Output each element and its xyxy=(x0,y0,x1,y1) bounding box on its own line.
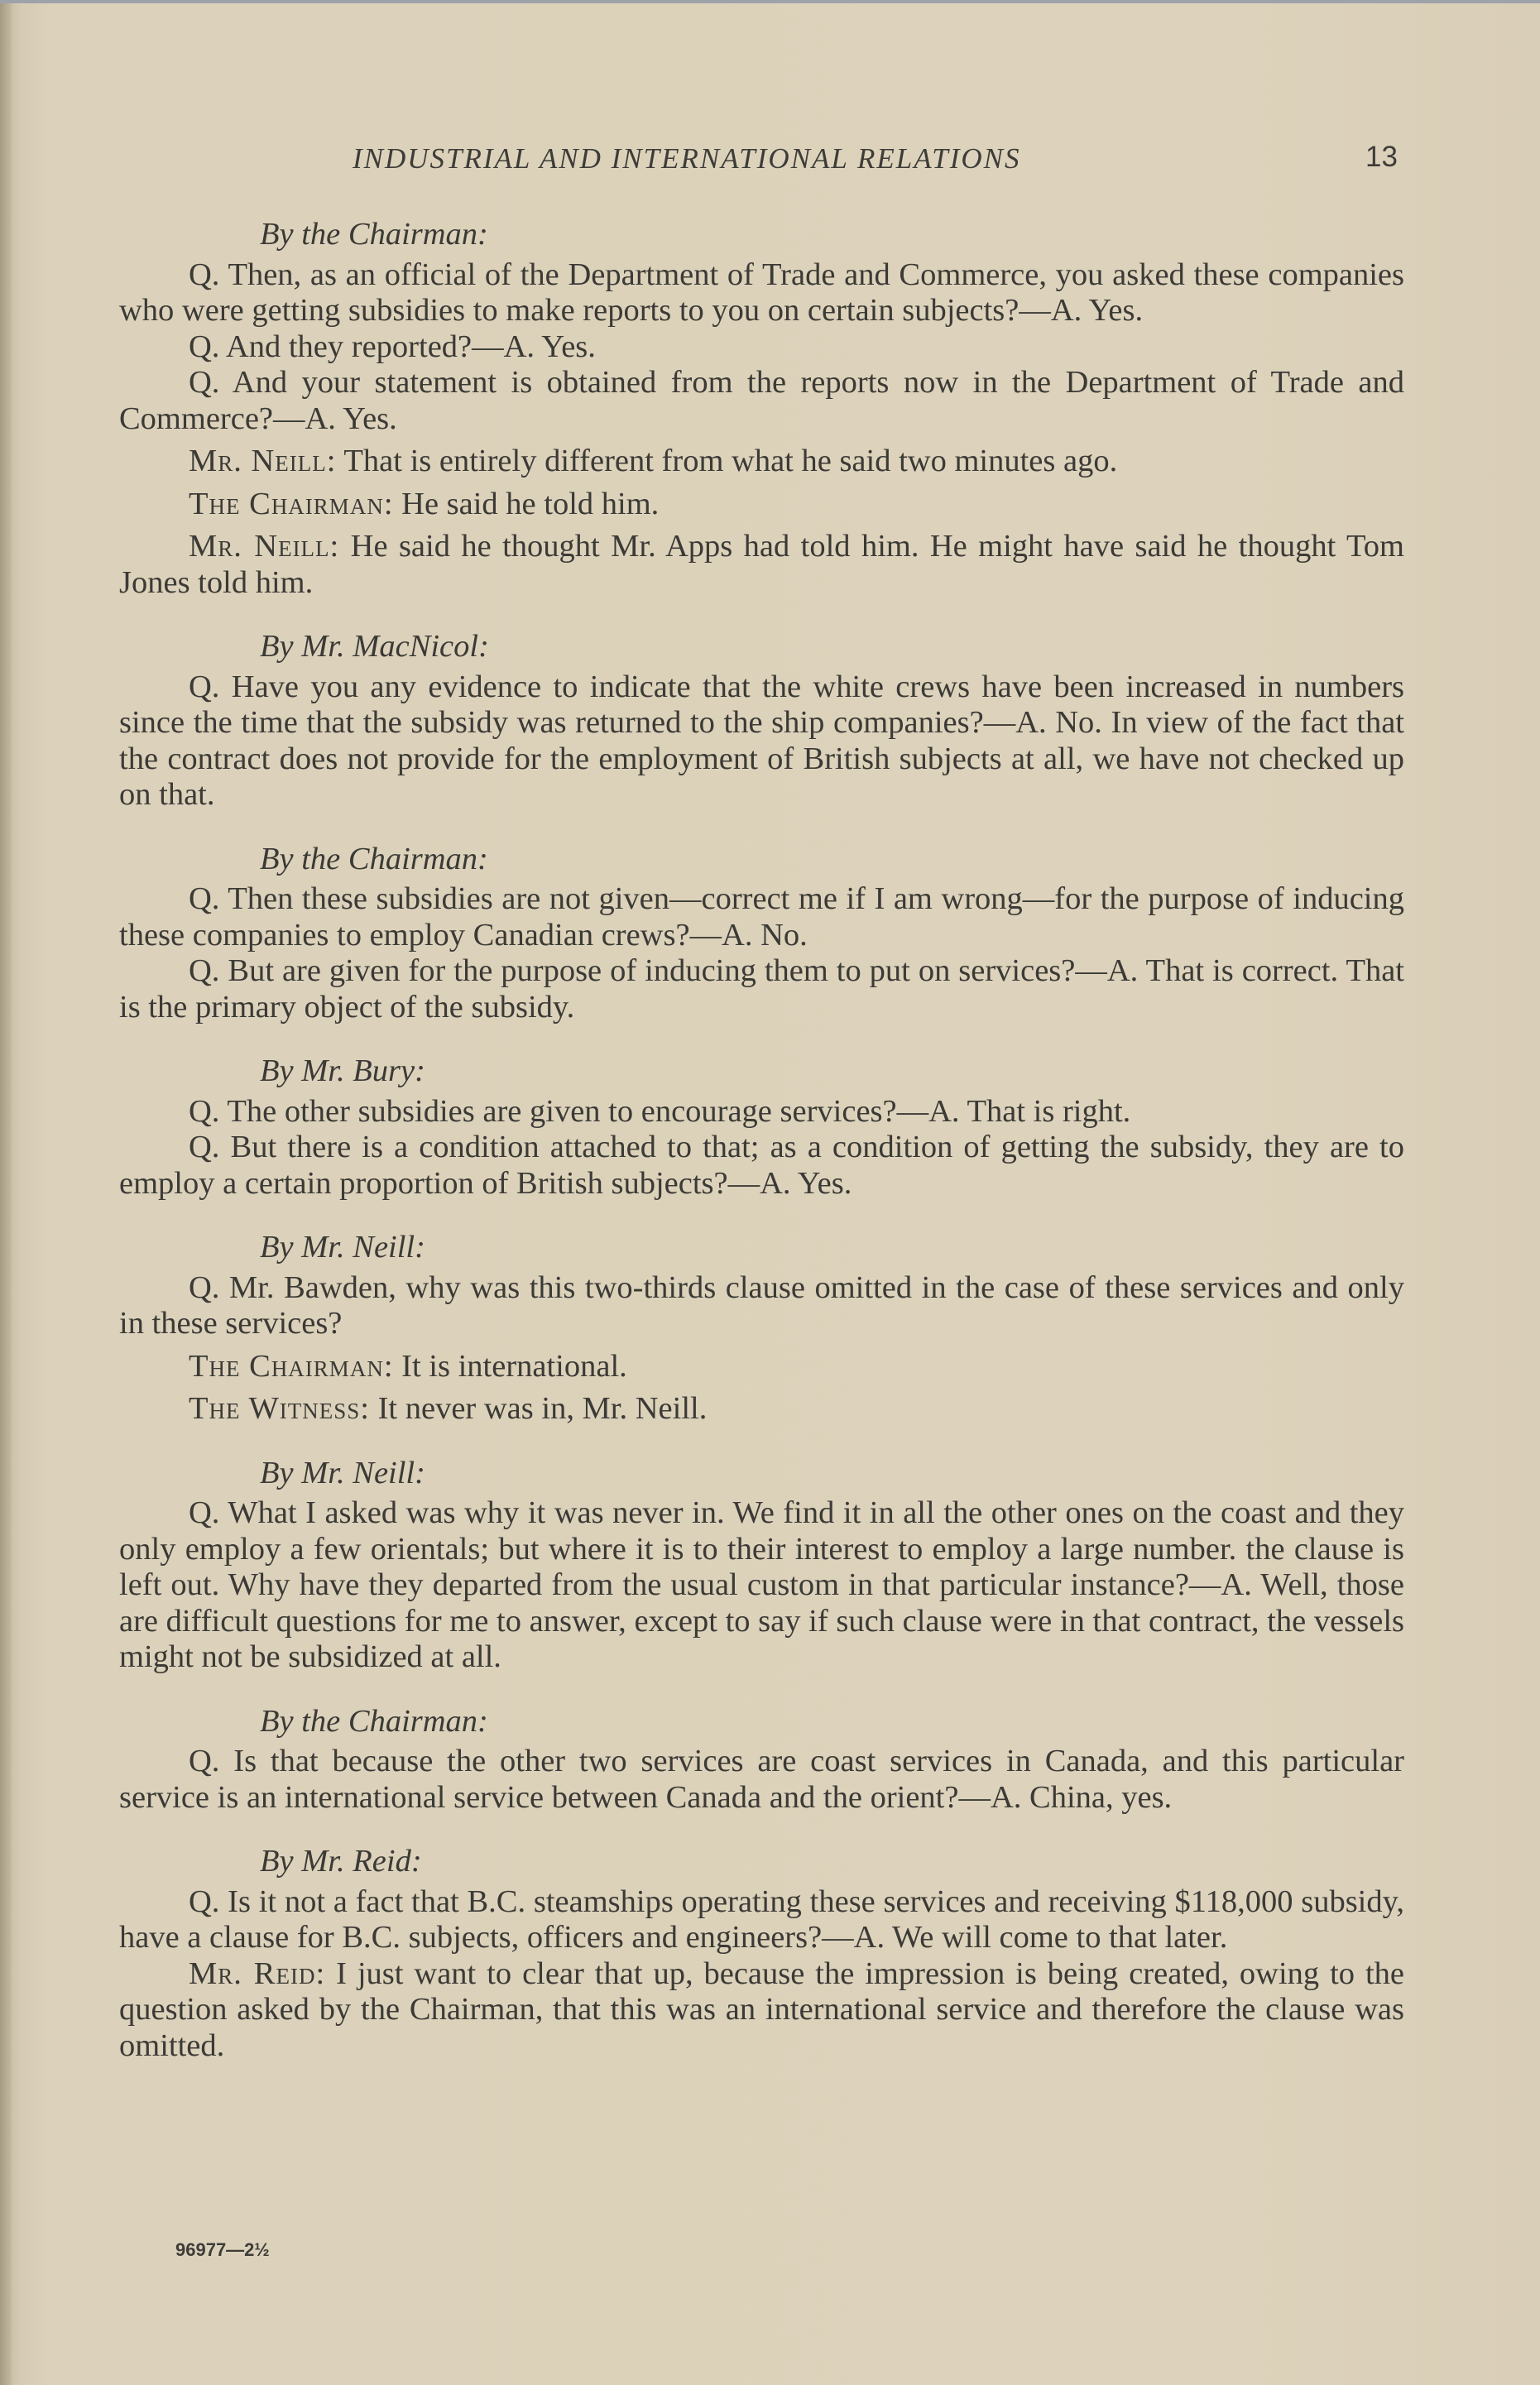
speaker-name: The Chairman: xyxy=(189,1348,394,1384)
block-neill-1 xyxy=(119,1230,1404,1428)
block-heading: By Mr. MacNicol: xyxy=(260,629,489,664)
speaker-text: It is international. xyxy=(393,1348,627,1384)
block-chairman-1 xyxy=(119,217,1404,601)
speaker-text: He said he told him. xyxy=(393,486,660,521)
running-header xyxy=(0,142,1540,184)
page-number: 13 xyxy=(1365,141,1398,173)
speaker-text: It never was in, Mr. Neill. xyxy=(369,1391,708,1426)
question-paragraph: Q. Then these subsidies are not given—correct me if I am wrong—for the purpose of inducing these companies to employ Canadian crews?—A. No. xyxy=(119,881,1404,953)
block-heading: By Mr. Reid: xyxy=(260,1844,422,1879)
speaker-paragraph xyxy=(119,1349,1404,1385)
speaker-paragraph xyxy=(119,444,1404,480)
speaker-name: Mr. Neill: xyxy=(189,529,340,564)
question-paragraph: Q. Is it not a fact that B.C. steamships operating these services and receiving $118,000 subsidy, have a clause for B.C. subjects, officers and engineers?—A. We will come to that later. xyxy=(119,1884,1404,1955)
question-paragraph: Q. Mr. Bawden, why was this two-thirds clause omitted in the case of these services and only in these services? xyxy=(119,1269,1404,1341)
speaker-name: The Witness: xyxy=(189,1391,370,1426)
speaker-paragraph xyxy=(119,1956,1404,2065)
question-paragraph: Q. And your statement is obtained from the reports now in the Department of Trade and Commerce?—A. Yes. xyxy=(119,365,1404,436)
block-bury xyxy=(119,1053,1404,1202)
speaker-text: He said he thought Mr. Apps had told him. He might have said he thought Tom Jones told him. xyxy=(119,529,1405,600)
block-heading: By the Chairman: xyxy=(260,841,488,876)
question-paragraph: Q. Have you any evidence to indicate that the white crews have been increased in numbers since the time that the subsidy was returned to the ship companies?—A. No. In view of the fact that the contract does not provide for the employment of British subjects at all, we have not checked up on that. xyxy=(119,669,1404,812)
binding-spine xyxy=(0,0,12,2385)
question-paragraph: Q. Then, as an official of the Department of Trade and Commerce, you asked these companies who were getting subsidies to make reports to you on certain subjects?—A. Yes. xyxy=(119,257,1404,328)
question-paragraph: Q. And they reported?—A. Yes. xyxy=(189,329,596,364)
block-heading: By the Chairman: xyxy=(260,217,488,252)
block-reid xyxy=(119,1844,1404,2064)
speaker-text: I just want to clear that up, because the impression is being created, owing to the question asked by the Chairman, that this was an international service and therefore the clause was omitted. xyxy=(119,1956,1404,2063)
question-paragraph: Q. The other subsidies are given to encourage services?—A. That is right. xyxy=(189,1093,1131,1129)
question-paragraph: Q. But are given for the purpose of inducing them to put on services?—A. That is correct. That is the primary object of the subsidy. xyxy=(119,953,1404,1025)
question-paragraph: Q. Is that because the other two services are coast services in Canada, and this particular service is an international service between Canada and the orient?—A. China, yes. xyxy=(119,1744,1404,1815)
question-paragraph: Q. But there is a condition attached to that; as a condition of getting the subsidy, they are to employ a certain proportion of British subjects?—A. Yes. xyxy=(119,1130,1404,1201)
speaker-name: Mr. Reid: xyxy=(189,1956,326,1991)
speaker-paragraph xyxy=(119,529,1404,601)
block-heading: By Mr. Bury: xyxy=(260,1053,425,1088)
speaker-name: Mr. Neill: xyxy=(189,444,337,478)
speaker-text: That is entirely different from what he said two minutes ago. xyxy=(336,444,1118,478)
speaker-paragraph xyxy=(119,487,1404,523)
question-paragraph: Q. What I asked was why it was never in. We find it in all the other ones on the coast and they only employ a few orientals; but where it is to their interest to employ a large number. the clause is left out. Why have they departed from the usual custom in that particular instance?—A. Well, those are difficult questions for me to answer, except to say if such clause were in that contract, the vessels might not be subsidized at all. xyxy=(119,1495,1404,1674)
block-chairman-2 xyxy=(119,842,1404,1026)
block-heading: By the Chairman: xyxy=(260,1703,488,1739)
block-heading: By Mr. Neill: xyxy=(260,1455,425,1490)
page-body xyxy=(119,217,1404,2064)
speaker-name: The Chairman: xyxy=(189,486,394,521)
block-chairman-3 xyxy=(119,1704,1404,1816)
running-title: INDUSTRIAL AND INTERNATIONAL RELATIONS xyxy=(353,142,1021,175)
footer-print-code: 96977—2½ xyxy=(175,2239,270,2260)
block-heading: By Mr. Neill: xyxy=(260,1230,425,1264)
block-macnicol xyxy=(119,629,1404,813)
speaker-paragraph xyxy=(119,1391,1404,1428)
block-neill-2 xyxy=(119,1456,1404,1676)
top-edge xyxy=(0,0,1540,3)
